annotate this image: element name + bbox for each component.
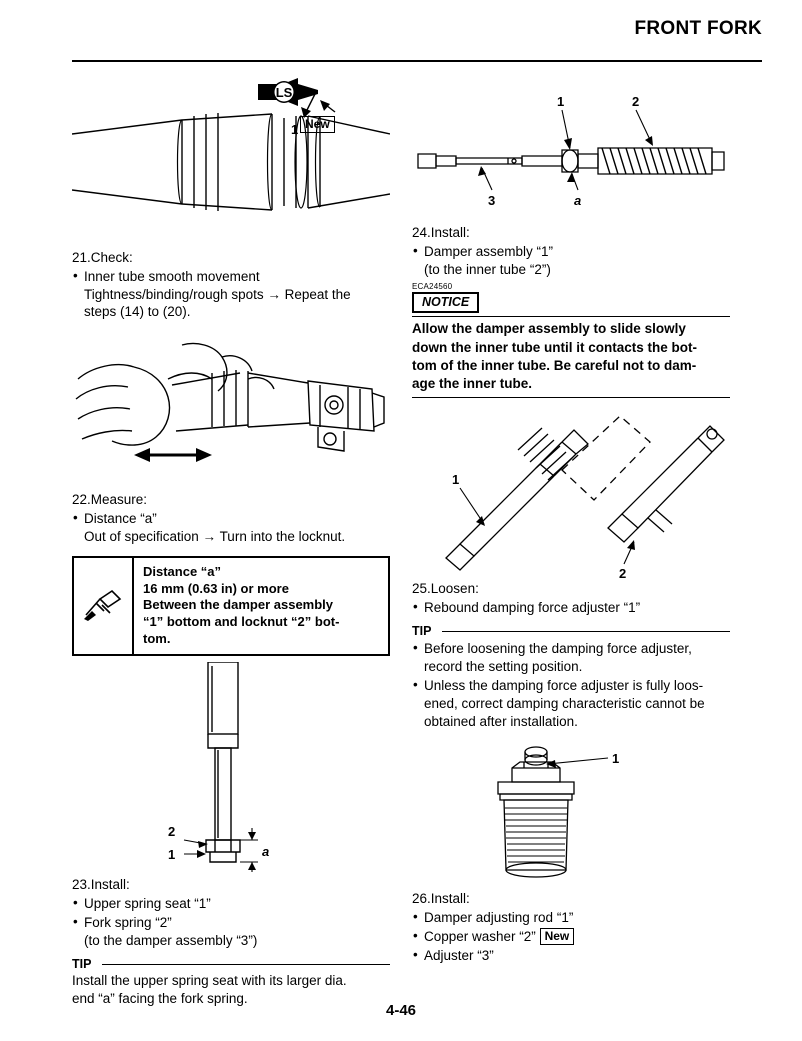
notice-badge: NOTICE <box>412 292 479 313</box>
step-21-title: Check: <box>90 250 133 265</box>
list-item: • Distance “a” <box>72 510 390 528</box>
new-part-tag-right: New <box>540 928 575 945</box>
spec-line-4: “1” bottom and locknut “2” bot- <box>143 614 340 630</box>
list-item: • Inner tube smooth movement <box>72 268 390 286</box>
figure-damper-into-inner-tube <box>412 408 730 578</box>
step-23-bullets <box>72 895 390 932</box>
tip-b1-line1: Before loosening the damping force adjuster, <box>424 641 692 657</box>
step-24-bullets <box>412 243 730 261</box>
svg-text:1: 1 <box>291 122 299 137</box>
step-21-detail-line2: steps (14) to (20). <box>84 304 191 320</box>
step-24-title: Install: <box>430 225 470 240</box>
notice-divider-top <box>412 316 730 317</box>
tip-b1-line2: record the setting position. <box>424 659 583 675</box>
figure-label-a: a <box>262 844 270 860</box>
figure-label-1: 1 <box>612 751 620 767</box>
notice-line-2: down the inner tube until it contacts the bot- <box>412 339 697 355</box>
step-23-tip-line2: end “a” facing the fork spring. <box>72 991 248 1007</box>
step-25-number: 25. <box>412 580 431 596</box>
step-22-bullets <box>72 510 390 528</box>
step-23 <box>72 876 390 894</box>
figure-damper-adjusting-rod <box>412 738 730 888</box>
page-title: FRONT FORK <box>634 18 762 39</box>
tip-divider <box>102 964 390 965</box>
step-24 <box>412 224 730 242</box>
tip-header-right <box>412 624 730 639</box>
list-item <box>412 640 730 676</box>
tip-label: TIP <box>72 957 92 972</box>
step-26-number: 26. <box>412 891 431 907</box>
header-divider <box>72 60 762 62</box>
step-23-title: Install: <box>90 877 130 893</box>
figure-label-2: 2 <box>632 94 640 109</box>
step-26-title: Install: <box>430 891 470 907</box>
figure-hands-sliding-inner-tube <box>72 327 390 487</box>
step-26-bullets <box>412 909 730 964</box>
figure-label-1: 1 <box>168 847 176 863</box>
step-25-bullets <box>412 599 730 617</box>
new-part-tag-left-fig1: New <box>300 116 335 133</box>
step-25 <box>412 580 730 598</box>
tip-b2-line3: obtained after installation. <box>424 713 578 729</box>
list-item: • Damper adjusting rod “1” <box>412 909 730 927</box>
step-21 <box>72 249 390 267</box>
notice-line-4: age the inner tube. <box>412 375 533 391</box>
notice-line-1: Allow the damper assembly to slide slowly <box>412 321 686 337</box>
specification-text <box>134 558 345 654</box>
list-item <box>412 677 730 730</box>
left-column <box>72 72 390 1009</box>
step-22-detail: Out of specification → Turn into the locknut. <box>84 528 346 544</box>
list-item: • Fork spring “2” <box>72 914 390 932</box>
right-column <box>412 72 730 965</box>
spec-line-2: 16 mm (0.63 in) or more <box>143 580 289 596</box>
step-23-number: 23. <box>72 877 91 893</box>
tip-divider <box>442 631 730 632</box>
step-21-number: 21. <box>72 250 91 265</box>
list-item <box>412 928 730 946</box>
step-22 <box>72 491 390 509</box>
notice-line-3: tom of the inner tube. Be careful not to dam- <box>412 357 697 373</box>
step-25-title: Loosen: <box>430 580 479 596</box>
spec-line-1: Distance “a” <box>143 563 222 579</box>
figure-label-2: 2 <box>619 565 627 578</box>
figure-label-1: 1 <box>557 94 565 109</box>
figure-label-a: a <box>574 193 582 208</box>
step-21-detail-line1: Tightness/binding/rough spots → Repeat the <box>84 286 351 302</box>
figure-inner-tube-oil-seal <box>72 72 390 247</box>
step-23-tip-line1: Install the upper spring seat with its larger dia. <box>72 973 347 989</box>
spec-line-3: Between the damper assembly <box>143 597 334 613</box>
figure-upper-spring-seat <box>72 662 390 872</box>
step-26-bullet-2-text: Copper washer “2” <box>424 929 536 945</box>
step-26 <box>412 890 730 908</box>
step-24-sub: (to the inner tube “2”) <box>424 261 551 277</box>
svg-text:LS: LS <box>275 85 293 100</box>
step-23-sub: (to the damper assembly “3”) <box>84 932 258 948</box>
notice-code: ECA24560 <box>412 282 453 292</box>
notice-divider-bottom <box>412 397 730 398</box>
figure-label-2: 2 <box>168 824 176 840</box>
step-21-bullets <box>72 268 390 286</box>
step-25-tip-bullets <box>412 640 730 730</box>
step-24-number: 24. <box>412 225 431 240</box>
specification-box <box>72 556 390 656</box>
tip-header-left <box>72 957 390 972</box>
tip-b2-line2: ened, correct damping characteristic cannot be <box>424 695 705 711</box>
spec-line-5: tom. <box>143 631 171 647</box>
figure-label-1: 1 <box>452 471 460 487</box>
step-22-title: Measure: <box>90 492 148 508</box>
tip-label: TIP <box>412 624 432 639</box>
figure-label-3: 3 <box>488 193 496 208</box>
page-number: 4-46 <box>385 1002 417 1019</box>
tip-b2-line1: Unless the damping force adjuster is fully loos- <box>424 678 704 693</box>
list-item: • Rebound damping force adjuster “1” <box>412 599 730 617</box>
list-item: • Damper assembly “1” <box>412 243 730 261</box>
list-item: • Upper spring seat “1” <box>72 895 390 913</box>
list-item: • Adjuster “3” <box>412 947 730 965</box>
measurement-icon <box>74 558 134 654</box>
figure-damper-assembly-spring <box>412 72 730 222</box>
step-22-number: 22. <box>72 492 91 508</box>
